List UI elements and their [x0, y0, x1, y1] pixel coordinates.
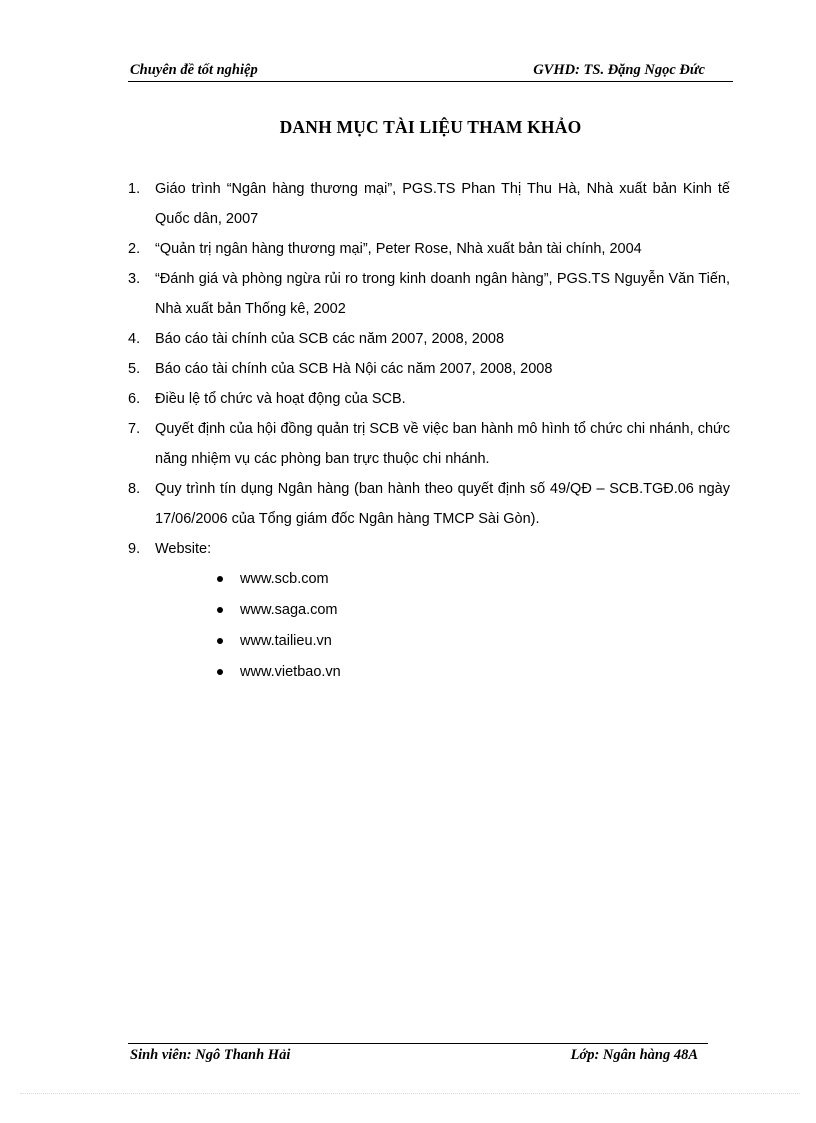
reference-text: Báo cáo tài chính của SCB các năm 2007, 2008, 2008: [155, 331, 505, 347]
reference-item: [128, 414, 730, 474]
page-edge-divider: [20, 1093, 800, 1094]
bullet-icon: [217, 638, 223, 644]
bullet-icon: [217, 669, 223, 675]
reference-text: “Đánh giá và phòng ngừa rủi ro trong kinh doanh ngân hàng”, PGS.TS Nguyễn Văn Tiến, Nhà xuất bản Thống kê, 2002: [155, 271, 730, 317]
website-item: [188, 595, 730, 626]
website-item: [188, 657, 730, 688]
page-header: [128, 61, 733, 82]
reference-text: Website:: [155, 541, 212, 557]
website-url: www.tailieu.vn: [240, 633, 332, 649]
reference-text: Điều lệ tổ chức và hoạt động của SCB.: [155, 391, 406, 407]
header-document-type: Chuyên đề tốt nghiệp: [130, 62, 258, 78]
website-url: www.scb.com: [240, 571, 329, 587]
page-title: DANH MỤC TÀI LIỆU THAM KHẢO: [279, 117, 582, 137]
reference-item: [128, 324, 730, 354]
reference-text: Giáo trình “Ngân hàng thương mại”, PGS.TS Phan Thị Thu Hà, Nhà xuất bản Kinh tế Quốc dân, 2007: [155, 181, 730, 227]
reference-item: [128, 474, 730, 534]
website-url: www.saga.com: [240, 602, 338, 618]
reference-number: 5.: [128, 361, 141, 377]
reference-number: 3.: [128, 271, 141, 287]
reference-item: [128, 384, 730, 414]
reference-number: 9.: [128, 541, 141, 557]
website-url: www.vietbao.vn: [240, 664, 341, 680]
reference-number: 6.: [128, 391, 141, 407]
reference-item: [128, 264, 730, 324]
reference-number: 4.: [128, 331, 141, 347]
reference-list: [128, 174, 730, 688]
header-supervisor: GVHD: TS. Đặng Ngọc Đức: [533, 62, 705, 78]
footer-class: Lớp: Ngân hàng 48A: [570, 1047, 698, 1063]
reference-text: Quyết định của hội đồng quản trị SCB về việc ban hành mô hình tổ chức chi nhánh, chức năng nhiệm vụ các phòng ban trực thuộc chi nhánh.: [155, 421, 730, 467]
website-item: [188, 564, 730, 595]
reference-number: 8.: [128, 481, 141, 497]
reference-number: 1.: [128, 181, 141, 197]
bullet-icon: [217, 607, 223, 613]
reference-item: [128, 354, 730, 384]
reference-text: “Quản trị ngân hàng thương mại”, Peter Rose, Nhà xuất bản tài chính, 2004: [155, 241, 642, 257]
reference-text: Báo cáo tài chính của SCB Hà Nội các năm 2007, 2008, 2008: [155, 361, 553, 377]
page-footer: [128, 1043, 708, 1065]
website-item: [188, 626, 730, 657]
website-list: [155, 564, 730, 688]
reference-item: [128, 534, 730, 688]
reference-number: 7.: [128, 421, 141, 437]
reference-item: [128, 234, 730, 264]
footer-student: Sinh viên: Ngô Thanh Hải: [130, 1047, 291, 1063]
bullet-icon: [217, 576, 223, 582]
reference-number: 2.: [128, 241, 141, 257]
reference-text: Quy trình tín dụng Ngân hàng (ban hành theo quyết định số 49/QĐ – SCB.TGĐ.06 ngày 17/06/2006 của Tổng giám đốc Ngân hàng TMCP Sài Gòn).: [155, 481, 730, 527]
reference-item: [128, 174, 730, 234]
